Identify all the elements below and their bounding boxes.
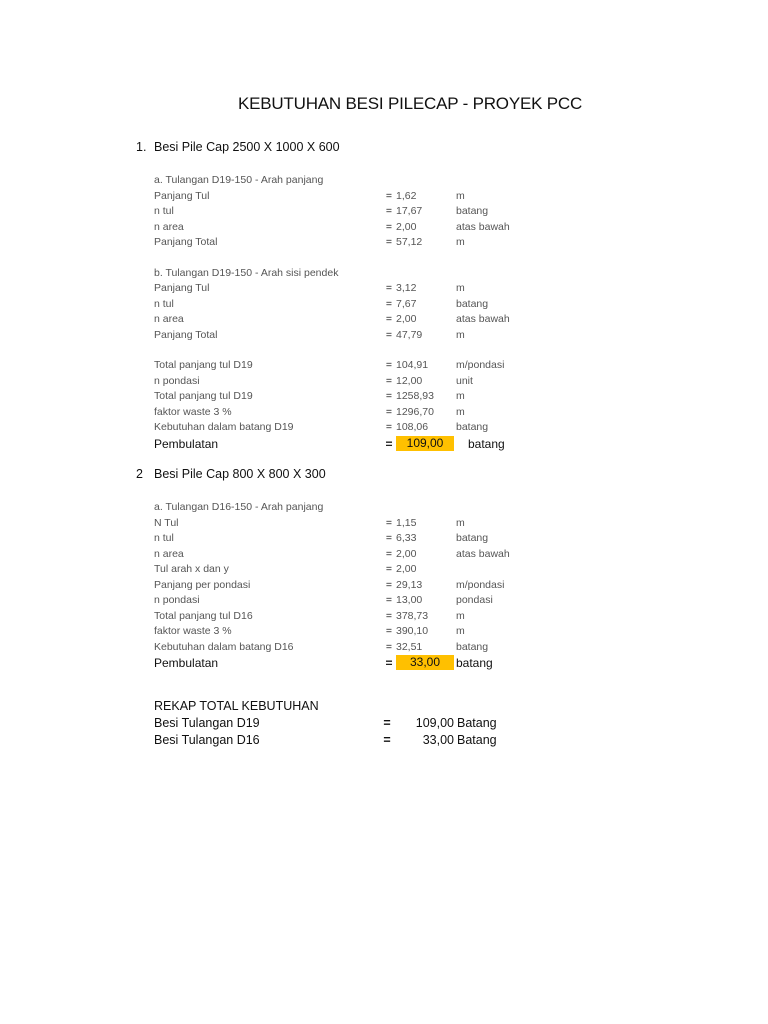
equals-sign: =: [385, 359, 393, 371]
row-value: 12,00: [396, 374, 423, 387]
calc-row: [154, 562, 574, 578]
calc-row: [154, 297, 574, 313]
calc-row: [154, 420, 574, 436]
row-unit: atas bawah: [456, 547, 510, 560]
row-value: 3,12: [396, 282, 417, 294]
row-unit: atas bawah: [456, 313, 510, 325]
equals-sign: =: [385, 436, 393, 451]
recap-label: Besi Tulangan D19: [154, 716, 260, 730]
section-1-part-b-subtitle: b. Tulangan D19-150 - Arah sisi pendek: [154, 266, 339, 279]
row-value: 13,00: [396, 594, 423, 606]
section-2-rounding-row: [154, 655, 574, 672]
row-value: 108,06: [396, 421, 429, 433]
equals-sign: =: [385, 516, 393, 529]
equals-sign: =: [385, 328, 393, 341]
equals-sign: =: [383, 716, 391, 730]
rounding-unit: batang: [468, 436, 505, 451]
recap-section: [154, 698, 574, 749]
calc-row: [154, 328, 574, 344]
section-1-title: Besi Pile Cap 2500 X 1000 X 600: [154, 140, 340, 154]
row-label: faktor waste 3 %: [154, 625, 232, 637]
row-unit: m: [456, 328, 465, 341]
rounding-unit: batang: [456, 656, 493, 670]
calc-row: [154, 220, 574, 236]
section-1-summary-rows: [154, 358, 574, 436]
row-value: 47,79: [396, 328, 423, 341]
equals-sign: =: [385, 532, 393, 544]
equals-sign: =: [385, 236, 393, 248]
row-value: 2,00: [396, 313, 417, 325]
section-2-title: Besi Pile Cap 800 X 800 X 300: [154, 467, 326, 481]
equals-sign: =: [385, 205, 393, 217]
row-label: n pondasi: [154, 594, 200, 606]
row-unit: m: [456, 516, 465, 529]
row-value: 2,00: [396, 220, 417, 233]
row-label: Panjang Tul: [154, 189, 210, 202]
equals-sign: =: [385, 189, 393, 202]
row-label: n pondasi: [154, 374, 200, 387]
rounding-label: Pembulatan: [154, 436, 219, 451]
calc-row: [154, 374, 574, 390]
equals-sign: =: [385, 374, 393, 387]
calc-row: [154, 235, 574, 251]
calc-row: [154, 405, 574, 421]
row-value: 29,13: [396, 578, 423, 591]
equals-sign: =: [385, 297, 393, 310]
row-unit: m: [456, 236, 465, 248]
section-2-part-a-subtitle: a. Tulangan D16-150 - Arah panjang: [154, 501, 324, 513]
row-unit: batang: [456, 640, 489, 653]
equals-sign: =: [385, 594, 393, 606]
row-label: Kebutuhan dalam batang D16: [154, 640, 294, 653]
calc-row: [154, 624, 574, 640]
recap-label: Besi Tulangan D16: [154, 733, 260, 747]
row-value: 32,51: [396, 640, 423, 653]
row-value: 390,10: [396, 625, 429, 637]
row-label: Total panjang tul D16: [154, 609, 253, 622]
row-label: Kebutuhan dalam batang D19: [154, 421, 294, 433]
row-value: 7,67: [396, 297, 417, 310]
row-value: 378,73: [396, 609, 429, 622]
calc-row: [154, 281, 574, 297]
equals-sign: =: [385, 390, 393, 402]
row-unit: batang: [456, 205, 489, 217]
section-1-number: 1.: [136, 140, 147, 154]
row-unit: unit: [456, 374, 473, 387]
calc-row: [154, 578, 574, 594]
row-unit: m: [456, 609, 465, 622]
section-1-part-a-subtitle: a. Tulangan D19-150 - Arah panjang: [154, 174, 324, 186]
equals-sign: =: [383, 733, 391, 747]
row-label: Total panjang tul D19: [154, 359, 253, 371]
row-unit: m: [456, 625, 465, 637]
equals-sign: =: [385, 220, 393, 233]
row-label: faktor waste 3 %: [154, 405, 232, 418]
recap-unit: Batang: [457, 716, 497, 730]
row-unit: m: [456, 189, 465, 202]
calc-row: [154, 593, 574, 609]
section-1-rounding-row: [154, 436, 574, 453]
row-label: Total panjang tul D19: [154, 390, 253, 402]
row-unit: m: [456, 405, 465, 418]
row-label: Panjang per pondasi: [154, 578, 251, 591]
row-value: 104,91: [396, 359, 429, 371]
recap-value: 33,00: [422, 733, 454, 747]
row-label: n tul: [154, 205, 174, 217]
row-unit: pondasi: [456, 594, 493, 606]
section-1-block: [154, 173, 574, 453]
row-unit: m/pondasi: [456, 578, 505, 591]
row-unit: m/pondasi: [456, 359, 505, 371]
rounding-value-highlight: 109,00: [396, 436, 454, 451]
row-unit: batang: [456, 297, 489, 310]
calc-row: [154, 204, 574, 220]
equals-sign: =: [385, 625, 393, 637]
row-value: 2,00: [396, 563, 417, 575]
calc-row: [154, 640, 574, 656]
row-unit: batang: [456, 532, 489, 544]
row-label: n area: [154, 220, 184, 233]
equals-sign: =: [385, 547, 393, 560]
calc-row: [154, 312, 574, 328]
page-title: KEBUTUHAN BESI PILECAP - PROYEK PCC: [237, 94, 583, 113]
equals-sign: =: [385, 421, 393, 433]
rounding-label: Pembulatan: [154, 656, 219, 670]
row-value: 6,33: [396, 532, 417, 544]
recap-row-d16: [154, 732, 574, 749]
calc-row: [154, 358, 574, 374]
calc-row: [154, 516, 574, 532]
row-value: 1296,70: [396, 405, 434, 418]
row-unit: batang: [456, 421, 489, 433]
row-value: 1,15: [396, 516, 417, 529]
equals-sign: =: [385, 563, 393, 575]
equals-sign: =: [385, 405, 393, 418]
row-value: 1258,93: [396, 390, 434, 402]
section-1-part-b-rows: [154, 281, 574, 343]
row-label: n area: [154, 547, 184, 560]
row-value: 17,67: [396, 205, 423, 217]
row-unit: m: [456, 390, 465, 402]
row-value: 1,62: [396, 189, 417, 202]
row-label: n tul: [154, 532, 174, 544]
section-2-block: [154, 500, 574, 672]
calc-row: [154, 531, 574, 547]
section-2-part-a-rows: [154, 516, 574, 656]
recap-unit: Batang: [457, 733, 497, 747]
recap-value: 109,00: [415, 716, 454, 730]
row-label: n area: [154, 313, 184, 325]
row-label: Tul arah x dan y: [154, 563, 229, 575]
calc-row: [154, 389, 574, 405]
row-unit: m: [456, 282, 465, 294]
row-label: N Tul: [154, 516, 179, 529]
equals-sign: =: [385, 640, 393, 653]
equals-sign: =: [385, 656, 393, 670]
row-label: Panjang Tul: [154, 282, 210, 294]
equals-sign: =: [385, 282, 393, 294]
row-label: Panjang Total: [154, 328, 218, 341]
row-value: 57,12: [396, 236, 423, 248]
row-value: 2,00: [396, 547, 417, 560]
recap-heading: REKAP TOTAL KEBUTUHAN: [154, 699, 319, 713]
row-label: n tul: [154, 297, 174, 310]
calc-row: [154, 547, 574, 563]
section-1-part-a-rows: [154, 189, 574, 251]
rounding-value-highlight: 33,00: [396, 655, 454, 670]
equals-sign: =: [385, 609, 393, 622]
row-unit: atas bawah: [456, 220, 510, 233]
calc-row: [154, 189, 574, 205]
recap-row-d19: [154, 715, 574, 732]
calc-row: [154, 609, 574, 625]
section-2-number: 2: [136, 467, 143, 481]
row-label: Panjang Total: [154, 236, 218, 248]
equals-sign: =: [385, 313, 393, 325]
equals-sign: =: [385, 578, 393, 591]
